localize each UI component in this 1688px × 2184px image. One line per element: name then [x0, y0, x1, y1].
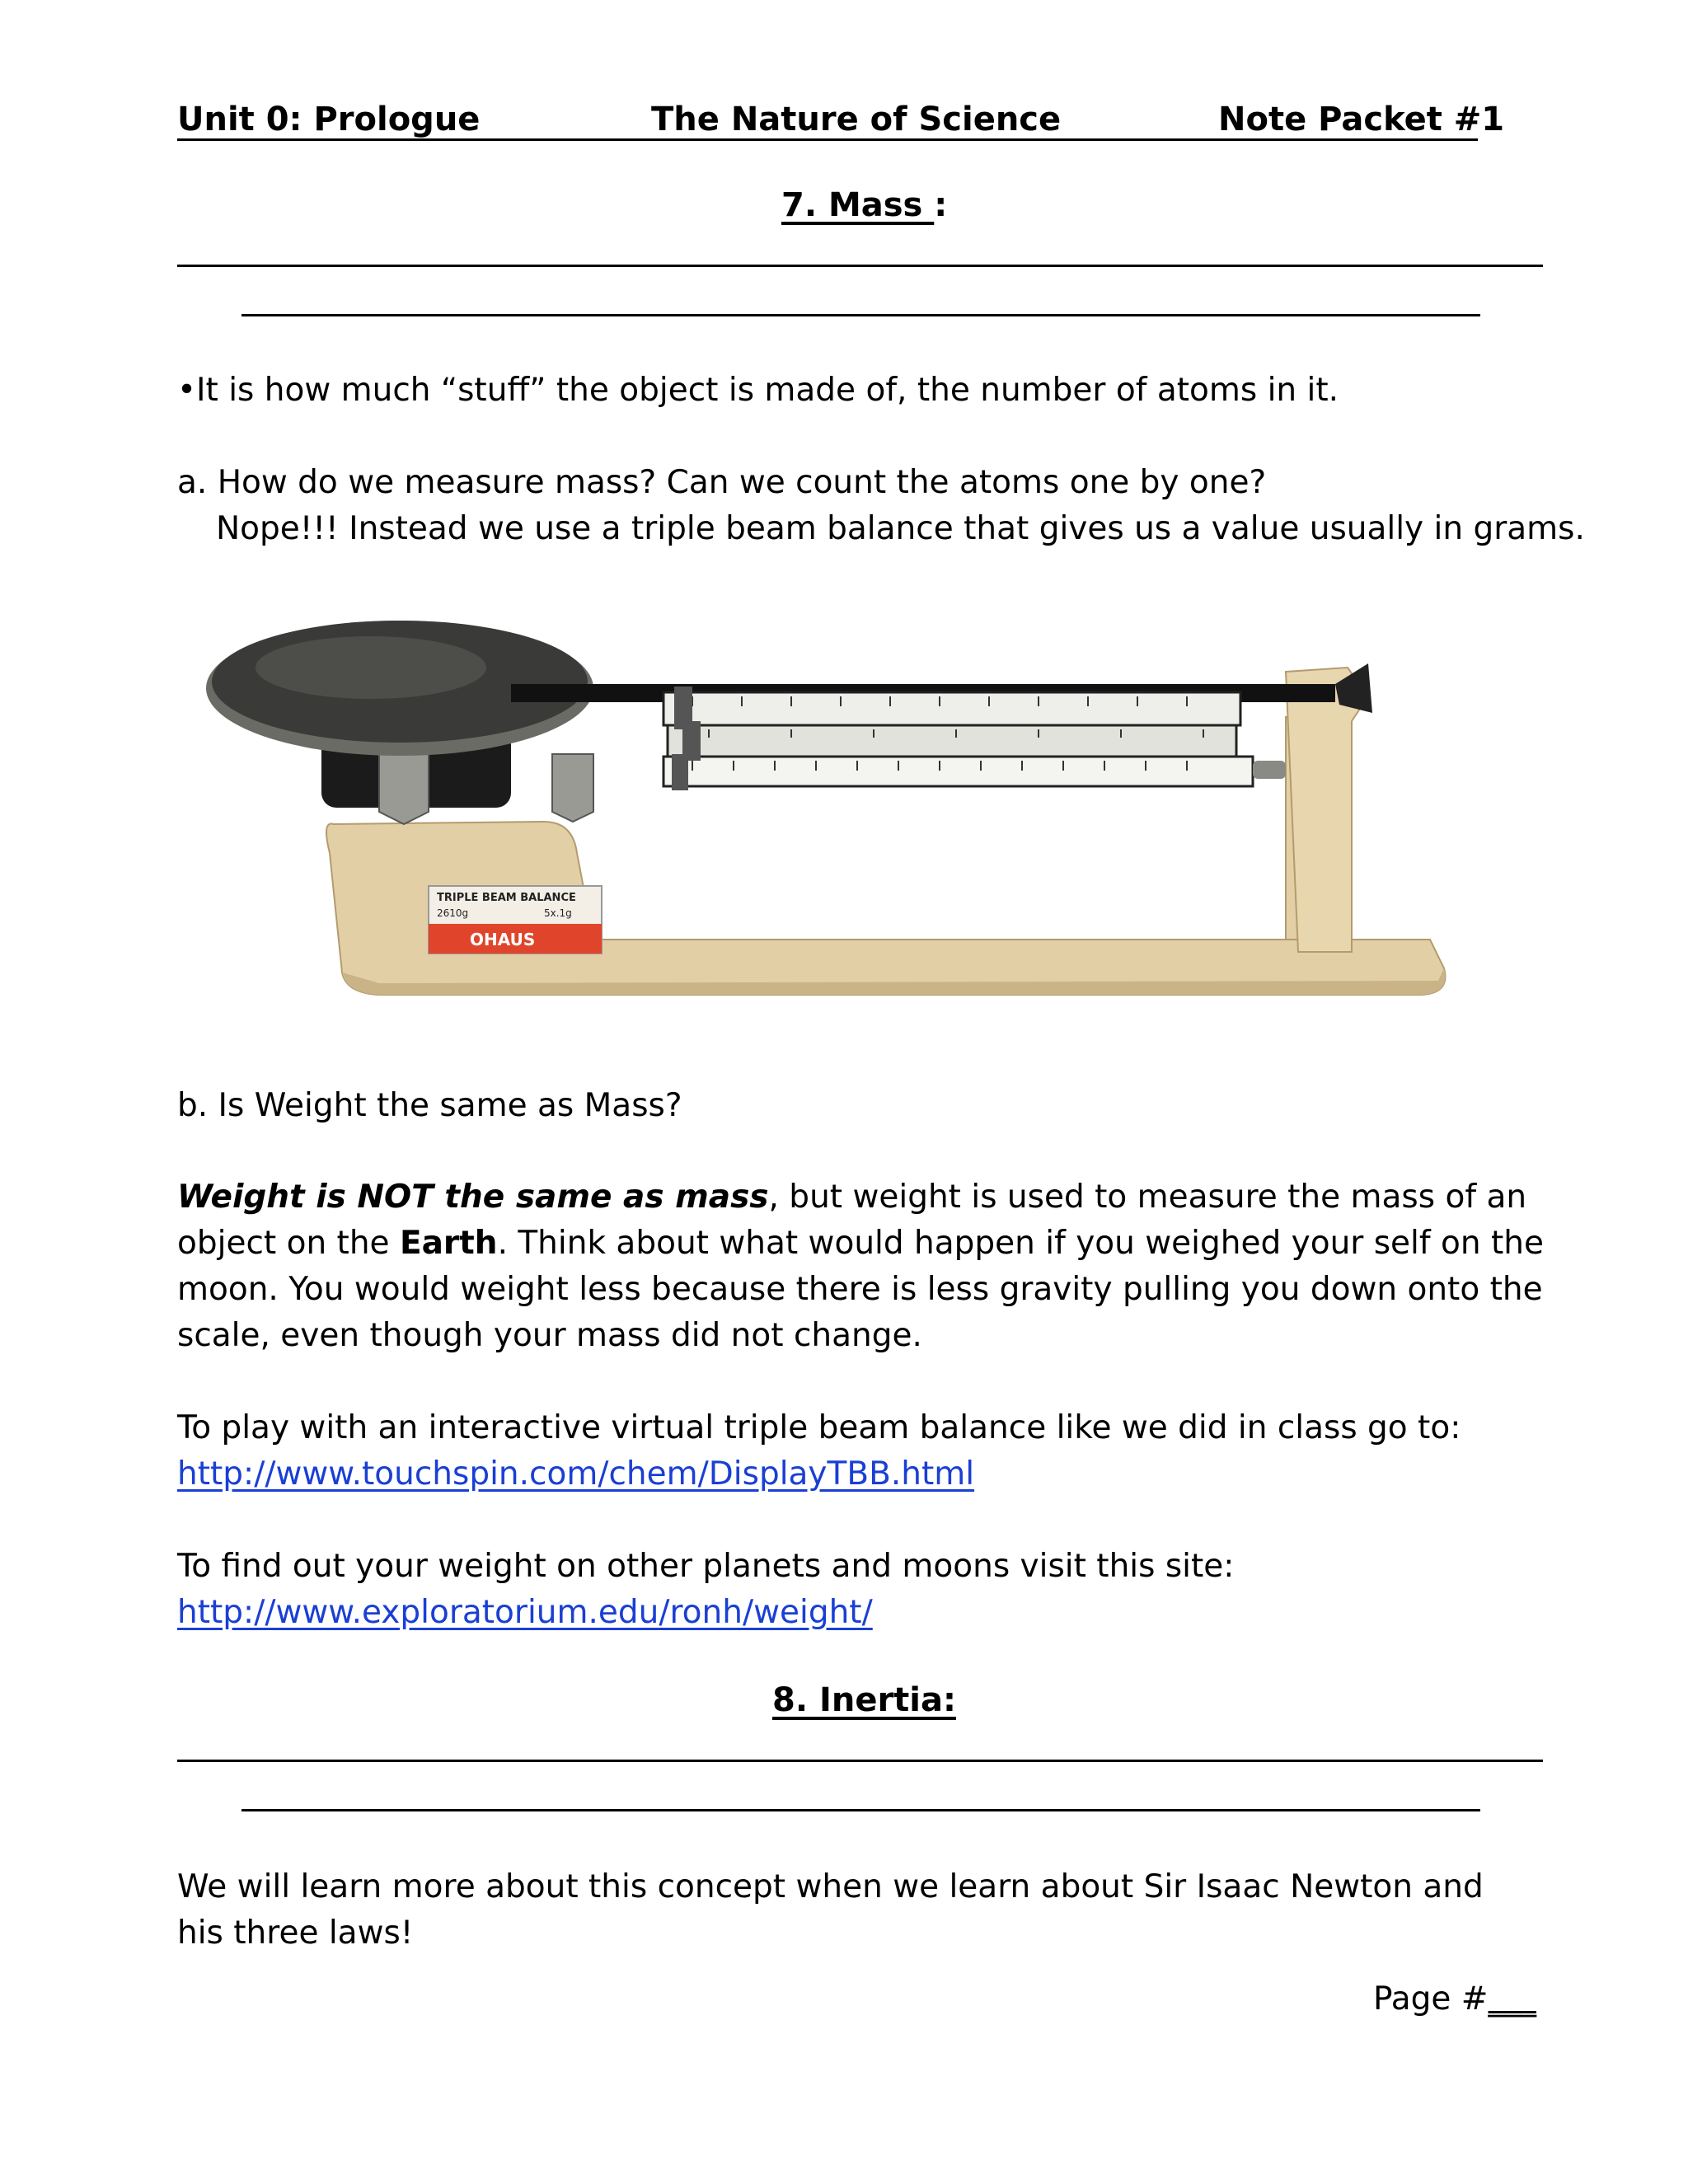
inertia-blank-line-2 [241, 1809, 1480, 1811]
weight-text-1: , but weight is used to measure the mass of an object on the [177, 1179, 1527, 1262]
weight-intro: To find out your weight on other planets and moons visit this site: [177, 1548, 1235, 1585]
balance-beam-top [663, 692, 1240, 725]
header-unit: Unit 0: Prologue [177, 101, 481, 138]
header-packet: Note Packet #1 [1218, 101, 1505, 138]
mass-definition-bullet: •It is how much “stuff” the object is made of, the number of atoms in it. [177, 372, 1339, 409]
header-topic: The Nature of Science [651, 101, 1062, 138]
balance-end-knob [1253, 761, 1286, 779]
balance-label-capacity: 2610g [437, 907, 469, 919]
page-number-blank: ___ [1488, 1980, 1536, 2018]
mass-blank-line-1 [177, 265, 1543, 267]
mass-heading [781, 186, 947, 224]
balance-brand-logo: OHAUS [470, 930, 536, 949]
weight-paragraph [177, 1174, 1545, 1359]
balance-pan-highlight [256, 636, 486, 699]
page-number-label: Page # [1373, 1980, 1489, 2018]
balance-left-bracket [379, 750, 429, 824]
balance-tower [1286, 668, 1368, 952]
balance-label-readability: 5x.1g [544, 907, 572, 919]
tbb-link[interactable]: http://www.touchspin.com/chem/DisplayTBB.html [177, 1455, 975, 1493]
weight-bold-phrase: Weight is NOT the same as mass [177, 1179, 769, 1216]
balance-right-bracket [552, 754, 593, 822]
tbb-intro: To play with an interactive virtual triple beam balance like we did in class go to: [177, 1409, 1461, 1446]
mass-question-a: a. How do we measure mass? Can we count the atoms one by one? [177, 464, 1267, 501]
inertia-blank-line-1 [177, 1760, 1543, 1762]
inertia-closing: We will learn more about this concept when we learn about Sir Isaac Newton and his three laws! [177, 1868, 1484, 1952]
balance-label-line1: TRIPLE BEAM BALANCE [437, 892, 576, 904]
page-number [1373, 1976, 1536, 2022]
inertia-heading: 8. Inertia: [772, 1681, 956, 1719]
weight-text-2: . Think about what would happen if you weighed your self on the moon. You would weight less because there is less gravity pulling you down onto the scale, even though your mass did not change. [177, 1225, 1544, 1354]
balance-beam-bottom [663, 757, 1253, 786]
triple-beam-balance-image [198, 606, 1451, 1022]
balance-beam-middle [668, 725, 1236, 757]
mass-heading-colon: : [934, 186, 948, 224]
weight-link[interactable]: http://www.exploratorium.edu/ronh/weight/ [177, 1594, 873, 1631]
mass-heading-text: 7. Mass [781, 186, 935, 224]
header-underline [177, 138, 1478, 141]
weight-earth: Earth [399, 1225, 498, 1262]
mass-answer-a: Nope!!! Instead we use a triple beam balance that gives us a value usually in grams. [216, 510, 1585, 547]
balance-rider-3 [672, 754, 688, 790]
weight-question-b: b. Is Weight the same as Mass? [177, 1087, 682, 1124]
mass-blank-line-2 [241, 314, 1480, 316]
